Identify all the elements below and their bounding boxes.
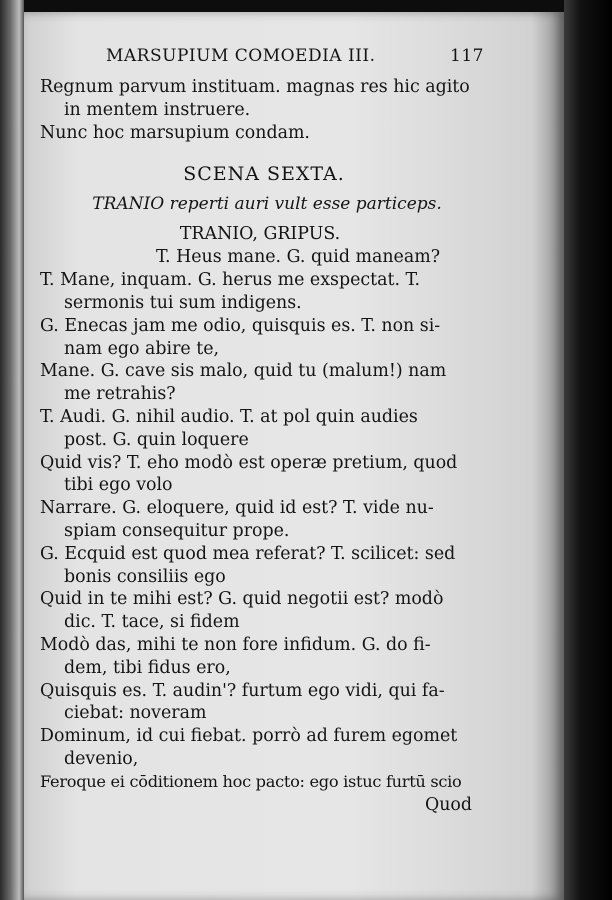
dialogue-line: G. Ecquid est quod mea referat? T. scilicet: sed	[40, 543, 456, 564]
dialogue-line: post. G. quin loquere	[64, 429, 249, 450]
dialogue-line: Narrare. G. eloquere, quid id est? T. vide nu-	[40, 498, 434, 519]
page-number: 117	[450, 46, 484, 66]
text-line: in mentem instruere.	[64, 99, 251, 120]
dialogue-line: ciebat: noveram	[64, 703, 207, 724]
dialogue-line: Quid in te mihi est? G. quid negotii est? modò	[40, 589, 444, 610]
scene-title: SCENA SEXTA.	[183, 163, 345, 186]
dialogue-line: Dominum, id cui fiebat. porrò ad furem egomet	[40, 726, 458, 747]
dialogue-line: G. Enecas jam me odio, quisquis es. T. non si-	[40, 315, 441, 336]
dialogue-line: Modò das, mihi te non fore infidum. G. do fi-	[40, 634, 431, 655]
dialogue-line: T. Audi. G. nihil audio. T. at pol quin audies	[40, 406, 418, 427]
dialogue-line: nam ego abire te,	[64, 338, 220, 359]
dialogue-line: T. Mane, inquam. G. herus me exspectat. T.	[40, 270, 421, 291]
catchword: Quod	[424, 794, 472, 815]
dialogue-line: me retrahis?	[64, 384, 176, 405]
scene-argument: TRANIO reperti auri vult esse particeps.	[92, 194, 442, 215]
dialogue-line: Quid vis? T. eho modò est operæ pretium, quod	[40, 452, 458, 473]
scene-speakers: TRANIO, GRIPUS.	[179, 224, 341, 245]
text-line: Nunc hoc marsupium condam.	[40, 122, 310, 143]
dialogue-line: spiam consequitur prope.	[64, 520, 290, 541]
dialogue-line: tibi ego volo	[64, 475, 173, 496]
running-header	[106, 46, 484, 66]
dialogue-line: sermonis tui sum indigens.	[64, 292, 302, 313]
dialogue-line: bonis consiliis ego	[64, 566, 226, 587]
running-title: MARSUPIUM COMOEDIA III.	[106, 46, 376, 66]
book-cover-edge	[564, 0, 612, 900]
text-line: Regnum parvum instituam. magnas res hic agito	[40, 77, 470, 97]
text-block	[40, 76, 480, 816]
dialogue-line: Mane. G. cave sis malo, quid tu (malum!) nam	[40, 361, 447, 382]
dialogue-line: dem, tibi fidus ero,	[64, 657, 231, 678]
book-page	[24, 12, 564, 900]
dialogue-line: T. Heus mane. G. quid maneam?	[156, 247, 441, 268]
left-page-edge	[0, 0, 24, 900]
dialogue-line: Feroque ei cōditionem hoc pacto: ego istuc furtū scio	[40, 771, 462, 791]
dialogue-line: devenio,	[64, 748, 139, 769]
dialogue-line: dic. T. tace, si fidem	[64, 612, 240, 633]
dialogue-line: Quisquis es. T. audin'? furtum ego vidi, qui fa-	[40, 680, 445, 701]
